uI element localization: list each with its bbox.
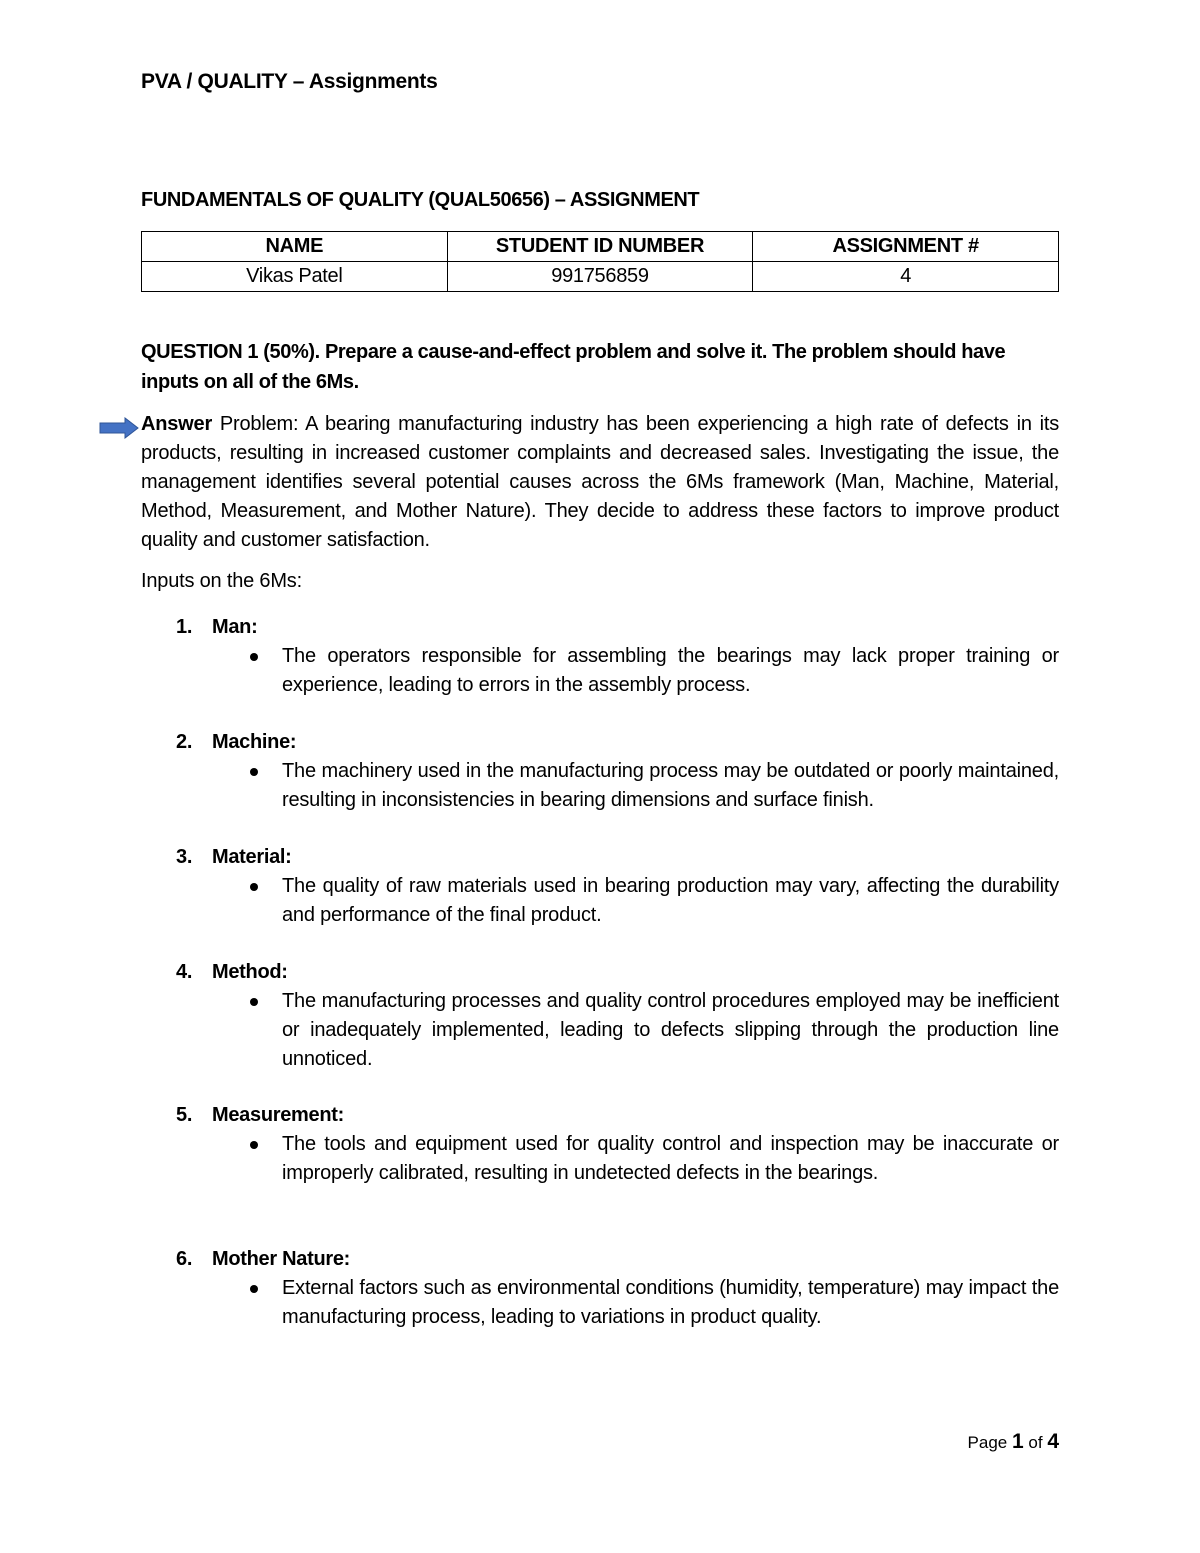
- answer-paragraph: [141, 410, 1059, 555]
- item-number: 4.: [176, 961, 193, 983]
- table-header-cell: NAME: [142, 232, 448, 262]
- inputs-heading: Inputs on the 6Ms:: [141, 570, 302, 592]
- item-text: The manufacturing processes and quality control procedures employed may be inefficient or inadequately implemented, leading to defects slipping through the production line unnoticed.: [282, 990, 1059, 1070]
- item-text: The machinery used in the manufacturing process may be outdated or poorly maintained, resulting in inconsistencies in bearing dimensions and surface finish.: [282, 760, 1059, 811]
- item-text: The operators responsible for assembling the bearings may lack proper training or experience, leading to errors in the assembly process.: [282, 645, 1059, 696]
- item-number: 5.: [176, 1104, 193, 1126]
- item-number: 2.: [176, 731, 193, 753]
- current-page: 1: [1011, 1430, 1024, 1453]
- list-item: [176, 1245, 1059, 1332]
- bullet-icon: [250, 653, 258, 661]
- answer-text: Problem: A bearing manufacturing industry has been experiencing a high rate of defects in its products, resulting in increased customer complaints and decreased sales. Investigating the issue, the management identifies several potential causes across the 6Ms framework (Man, Machine, Material, Method, Measurement, and Mother Nature). They decide to address these factors to improve product quality and customer satisfaction.: [141, 413, 1059, 551]
- document-title: FUNDAMENTALS OF QUALITY (QUAL50656) – ASSIGNMENT: [141, 189, 700, 211]
- table-row: [142, 262, 1059, 292]
- bullet-icon: [250, 768, 258, 776]
- bullet-icon: [250, 1285, 258, 1293]
- student-name-cell: Vikas Patel: [142, 262, 448, 292]
- bullet-icon: [250, 998, 258, 1006]
- table-header-row: [142, 232, 1059, 262]
- list-item: [176, 958, 1059, 1074]
- list-item: [176, 843, 1059, 930]
- total-pages: 4: [1047, 1430, 1059, 1453]
- page-word: Page: [967, 1433, 1008, 1452]
- item-text: External factors such as environmental conditions (humidity, temperature) may impact the manufacturing process, leading to variations in product quality.: [282, 1277, 1059, 1328]
- arrow-right-icon: [99, 417, 139, 439]
- item-text: The tools and equipment used for quality control and inspection may be inaccurate or improperly calibrated, resulting in undetected defects in the bearings.: [282, 1133, 1059, 1184]
- item-number: 3.: [176, 846, 193, 868]
- list-item: [176, 613, 1059, 700]
- answer-label: Answer: [141, 413, 213, 435]
- student-id-cell: 991756859: [447, 262, 753, 292]
- item-title: Measurement:: [212, 1104, 344, 1126]
- item-text: The quality of raw materials used in bearing production may vary, affecting the durability and performance of the final product.: [282, 875, 1059, 926]
- item-title: Mother Nature:: [212, 1248, 351, 1270]
- assignment-number-cell: 4: [753, 262, 1059, 292]
- student-info-table: [141, 231, 1059, 292]
- item-title: Machine:: [212, 731, 297, 753]
- table-header-cell: ASSIGNMENT #: [753, 232, 1059, 262]
- question-text: QUESTION 1 (50%). Prepare a cause-and-effect problem and solve it. The problem should have inputs on all of the 6Ms.: [141, 341, 1006, 393]
- bullet-icon: [250, 1141, 258, 1149]
- list-item: [176, 728, 1059, 815]
- item-number: 1.: [176, 616, 193, 638]
- table-header-cell: STUDENT ID NUMBER: [447, 232, 753, 262]
- of-word: of: [1028, 1433, 1043, 1452]
- item-title: Material:: [212, 846, 292, 868]
- bullet-icon: [250, 883, 258, 891]
- item-number: 6.: [176, 1248, 193, 1270]
- page-header: PVA / QUALITY – Assignments: [141, 70, 438, 93]
- item-title: Man:: [212, 616, 258, 638]
- page-number: [968, 1430, 1059, 1454]
- list-item: [176, 1101, 1059, 1188]
- item-title: Method:: [212, 961, 288, 983]
